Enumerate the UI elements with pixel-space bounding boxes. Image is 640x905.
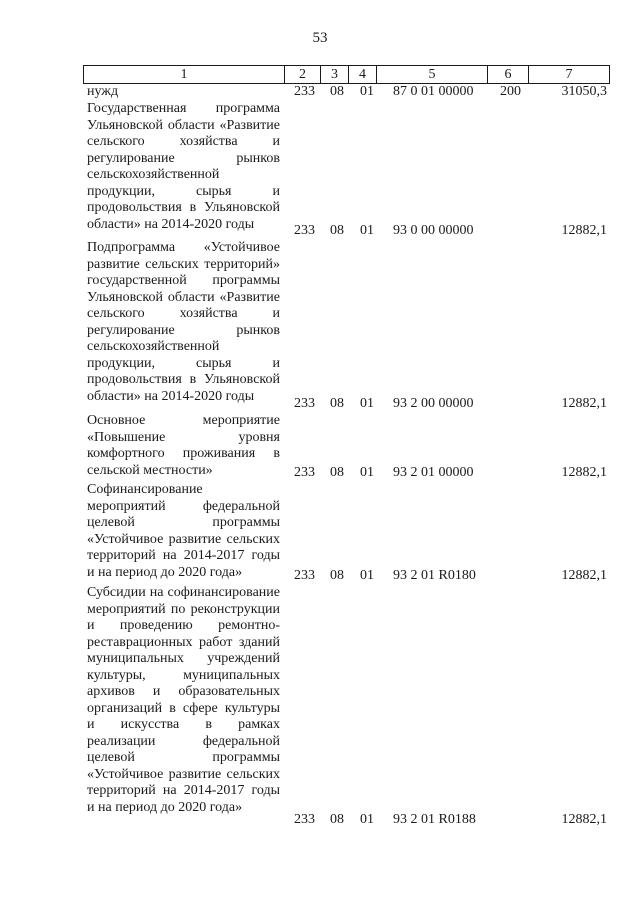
row-description: Субсидии на софинансирование мероприятий по реконструкции и проведению ремонтно-реставрационных работ зданий муниципальных учреждений культуры, муниципальных архивов и образовательных организаций в сфере культуры и искусства в рамках реализации федеральной целевой программы «Устойчивое развитие сельских территорий на 2014-2017 годы и на период до 2020 года» [87,585,280,815]
row-code-3: 08 [330,812,344,827]
row-code-2: 233 [294,84,315,99]
column-header-2: 2 [285,66,321,84]
row-code-5: 87 0 01 00000 [393,84,474,99]
row-code-3: 08 [330,465,344,480]
row-description: Основное мероприятие «Повышение уровня комфортного проживания в сельской местности» [87,413,280,478]
column-header-5: 5 [377,66,488,84]
column-header-3: 3 [321,66,349,84]
row-code-4: 01 [360,465,374,480]
page-number: 53 [312,30,328,46]
row-code-4: 01 [360,568,374,583]
row-code-2: 233 [294,223,315,238]
column-header-6: 6 [488,66,529,84]
column-header-1: 1 [84,66,285,84]
row-code-5: 93 2 01 R0188 [393,812,476,827]
row-amount: 12882,1 [561,812,607,827]
row-code-5: 93 2 01 00000 [393,465,474,480]
row-description: нужд [87,84,119,99]
row-description: Государственная программа Ульяновской области «Развитие сельского хозяйства и регулирование рынков сельскохозяйственной продукции, сырья и продовольствия в Ульяновской области» на 2014-2020 годы [87,101,280,232]
row-amount: 31050,3 [561,84,607,99]
row-code-2: 233 [294,812,315,827]
row-amount: 12882,1 [561,465,607,480]
row-code-3: 08 [330,84,344,99]
row-code-2: 233 [294,396,315,411]
row-code-4: 01 [360,84,374,99]
row-amount: 12882,1 [561,396,607,411]
row-code-5: 93 2 01 R0180 [393,568,476,583]
row-code-4: 01 [360,223,374,238]
row-code-5: 93 0 00 00000 [393,223,474,238]
row-code-3: 08 [330,568,344,583]
row-code-5: 93 2 00 00000 [393,396,474,411]
row-code-4: 01 [360,396,374,411]
row-amount: 12882,1 [561,568,607,583]
row-code-3: 08 [330,223,344,238]
row-amount: 12882,1 [561,223,607,238]
row-code-3: 08 [330,396,344,411]
row-description: Софинансирование мероприятий федеральной целевой программы «Устойчивое развитие сельских территорий на 2014-2017 годы и на период до 2020 года» [87,482,280,580]
column-header-4: 4 [349,66,377,84]
column-header-7: 7 [529,66,610,84]
row-description: Подпрограмма «Устойчивое развитие сельских территорий» государственной программы Ульяновской области «Развитие сельского хозяйства и регулирование рынков сельскохозяйственной продукции, сырья и продовольствия в Ульяновской области» на 2014-2020 годы [87,240,280,404]
row-code-6: 200 [500,84,521,99]
row-code-2: 233 [294,465,315,480]
row-code-2: 233 [294,568,315,583]
table-header [83,65,610,84]
row-code-4: 01 [360,812,374,827]
